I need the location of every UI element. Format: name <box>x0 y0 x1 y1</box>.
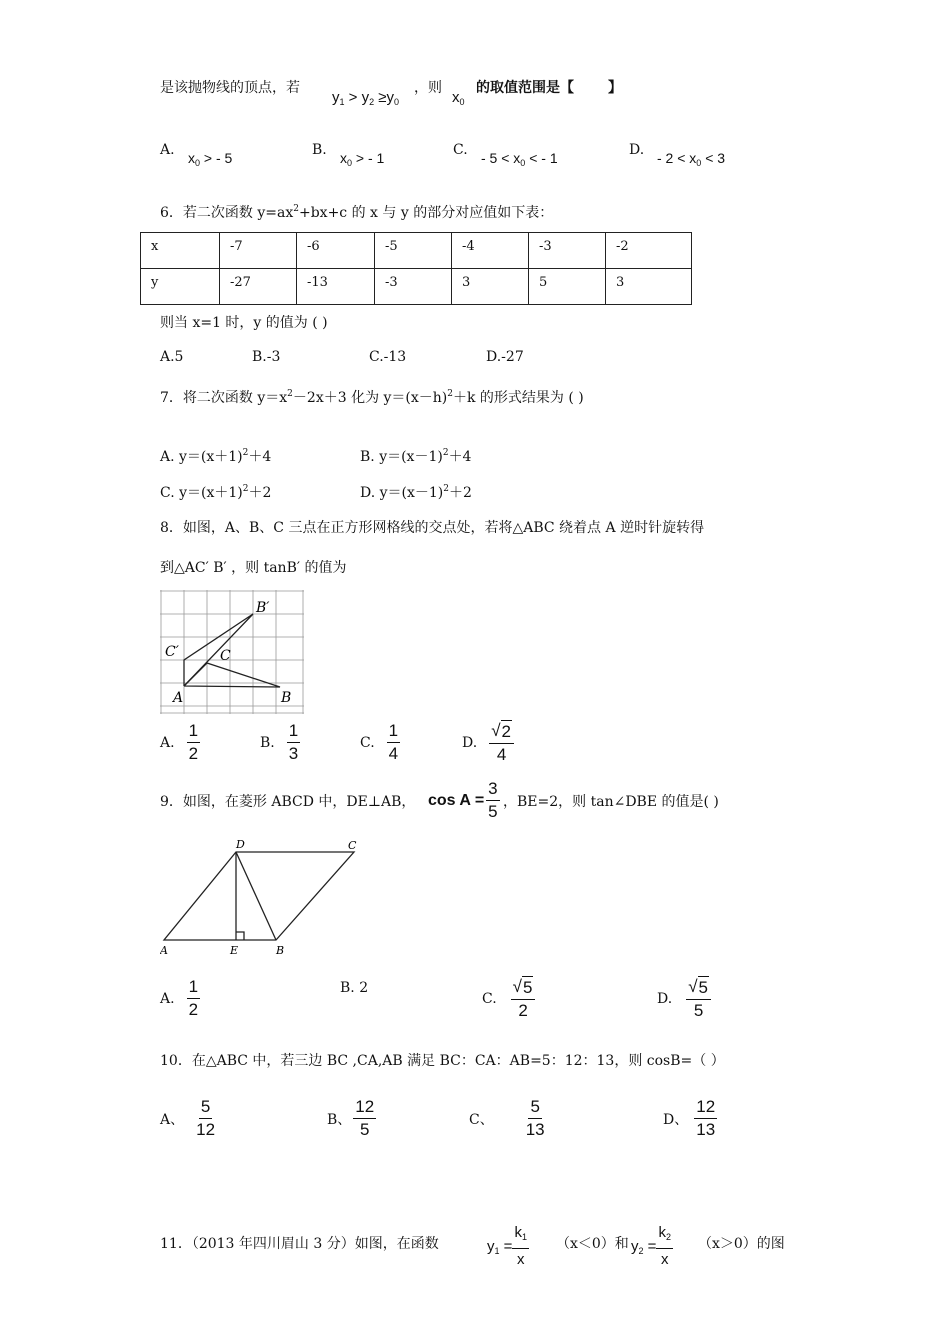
q7-option-a[interactable]: A. $y=(x+1)^2+4$ <box>160 448 272 465</box>
table-row: y -27 -13 -3 3 5 3 <box>141 269 692 305</box>
q5-option-a-value: $x_0$ > - 5 <box>188 150 233 168</box>
rhombus-label-d: D <box>236 838 245 851</box>
q8-option-b[interactable]: B. $\frac{1}{3}$ <box>260 721 299 763</box>
q7-option-b[interactable]: B. $y=(x-1)^2+4$ <box>360 448 472 465</box>
point-label-b: B <box>281 690 292 706</box>
q11-stem-a: 11．（2013 年四川眉山 3 分）如图，在函数 <box>160 1236 439 1252</box>
point-label-a: A <box>173 690 184 706</box>
q8-option-a[interactable]: A. $\frac{1}{2}$ <box>160 721 199 763</box>
q5-option-a[interactable]: A. <box>160 142 175 158</box>
q9-option-a[interactable]: A. $\frac{1}{2}$ <box>160 977 199 1019</box>
q5-option-b-value: $x_0$ > - 1 <box>340 150 385 168</box>
q5-x-var: $x_0$ <box>452 89 465 107</box>
q9-cos-expression: cos A = $\frac{3}{5}$ <box>428 779 498 821</box>
q7-stem: 7．将二次函数 $y=x^2-2x+3$ 化为 $y=(x-h)^2+k$ 的形式结果为 ( ) <box>160 389 584 406</box>
point-label-c-prime: C′ <box>165 644 179 660</box>
q8-stem-line2: 到△AC′ B′ ，则 tanB′ 的值为 <box>160 560 347 576</box>
q6-option-d[interactable]: D.-27 <box>486 349 524 365</box>
q7-option-c[interactable]: C. $y=(x+1)^2+2$ <box>160 484 272 501</box>
q6-value-table <box>140 232 692 305</box>
rhombus-label-e: E <box>230 944 239 957</box>
q5-text-a: 是该抛物线的顶点，若 <box>160 80 300 96</box>
q11-function-2: $y_2$ = $\frac{k_2}{x}$ <box>631 1224 671 1268</box>
point-label-c: C <box>220 648 231 664</box>
q5-option-c[interactable]: C. <box>453 142 468 158</box>
q10-stem: 10．在△ABC 中，若三边 BC ,CA,AB 满足 BC：CA：AB=5：12：13，则 cosB=（ ） <box>160 1053 725 1069</box>
rhombus-label-c: C <box>348 839 357 852</box>
q5-text-c: 的取值范围是【 】 <box>476 80 622 96</box>
q9-option-b[interactable]: B. 2 <box>340 980 369 996</box>
q11-cond-2: （x＞0）的图 <box>698 1236 785 1252</box>
q9-rhombus-figure <box>160 836 370 958</box>
q7-option-d[interactable]: D. $y=(x-1)^2+2$ <box>360 484 472 501</box>
rhombus-label-b: B <box>276 944 285 957</box>
point-label-b-prime: B′ <box>256 600 270 616</box>
q5-stem <box>160 78 300 98</box>
q6-stem: 6．若二次函数 $y=ax^2+bx+c$ 的 x 与 y 的部分对应值如下表： <box>160 204 554 221</box>
q5-option-d[interactable]: D. <box>629 142 645 158</box>
rhombus-label-a: A <box>160 944 168 957</box>
q10-option-c[interactable]: C、 $\frac{5}{13}$ <box>469 1097 545 1139</box>
q8-grid-figure <box>160 590 306 714</box>
q8-stem-line1: 8．如图，A、B、C 三点在正方形网格线的交点处，若将△ABC 绕着点 A 逆时针旋转得 <box>160 520 705 536</box>
q11-function-1: $y_1$ = $\frac{k_1}{x}$ <box>487 1224 527 1268</box>
q6-option-c[interactable]: C.-13 <box>369 349 407 365</box>
q10-option-a[interactable]: A、 $\frac{5}{12}$ <box>160 1097 216 1139</box>
q5-option-d-value: - $2 < x_0 < 3$ <box>657 150 726 168</box>
q8-option-c[interactable]: C. $\frac{1}{4}$ <box>360 721 399 763</box>
q5-option-c-value: - $5 < x_0$ < - 1 <box>481 150 558 168</box>
q6-option-a[interactable]: A.5 <box>160 349 184 365</box>
q11-cond-1: （x＜0）和 <box>556 1236 629 1252</box>
q9-stem-a: 9．如图，在菱形 ABCD 中，DE⊥AB， <box>160 794 416 810</box>
q9-stem-b: ，BE=2，则 tan∠DBE 的值是( ) <box>503 794 719 810</box>
q6-option-b[interactable]: B.-3 <box>252 349 281 365</box>
q8-option-d[interactable]: D. √ 2 4 <box>462 720 514 766</box>
q5-option-b[interactable]: B. <box>312 142 327 158</box>
q10-option-d[interactable]: D、 $\frac{12}{13}$ <box>663 1097 716 1139</box>
q10-option-b[interactable]: B、 $\frac{12}{5}$ <box>327 1097 375 1139</box>
q9-option-c[interactable]: C. √ 5 2 <box>482 976 535 1022</box>
table-row: x -7 -6 -5 -4 -3 -2 <box>141 233 692 269</box>
q6-followup: 则当 x=1 时，y 的值为 ( ) <box>160 315 328 331</box>
q9-option-d[interactable]: D. √ 5 5 <box>657 976 711 1022</box>
q5-text-b: ，则 <box>414 80 442 96</box>
q5-condition: $y_1 > y_2 \ge y_0$ <box>332 89 400 107</box>
